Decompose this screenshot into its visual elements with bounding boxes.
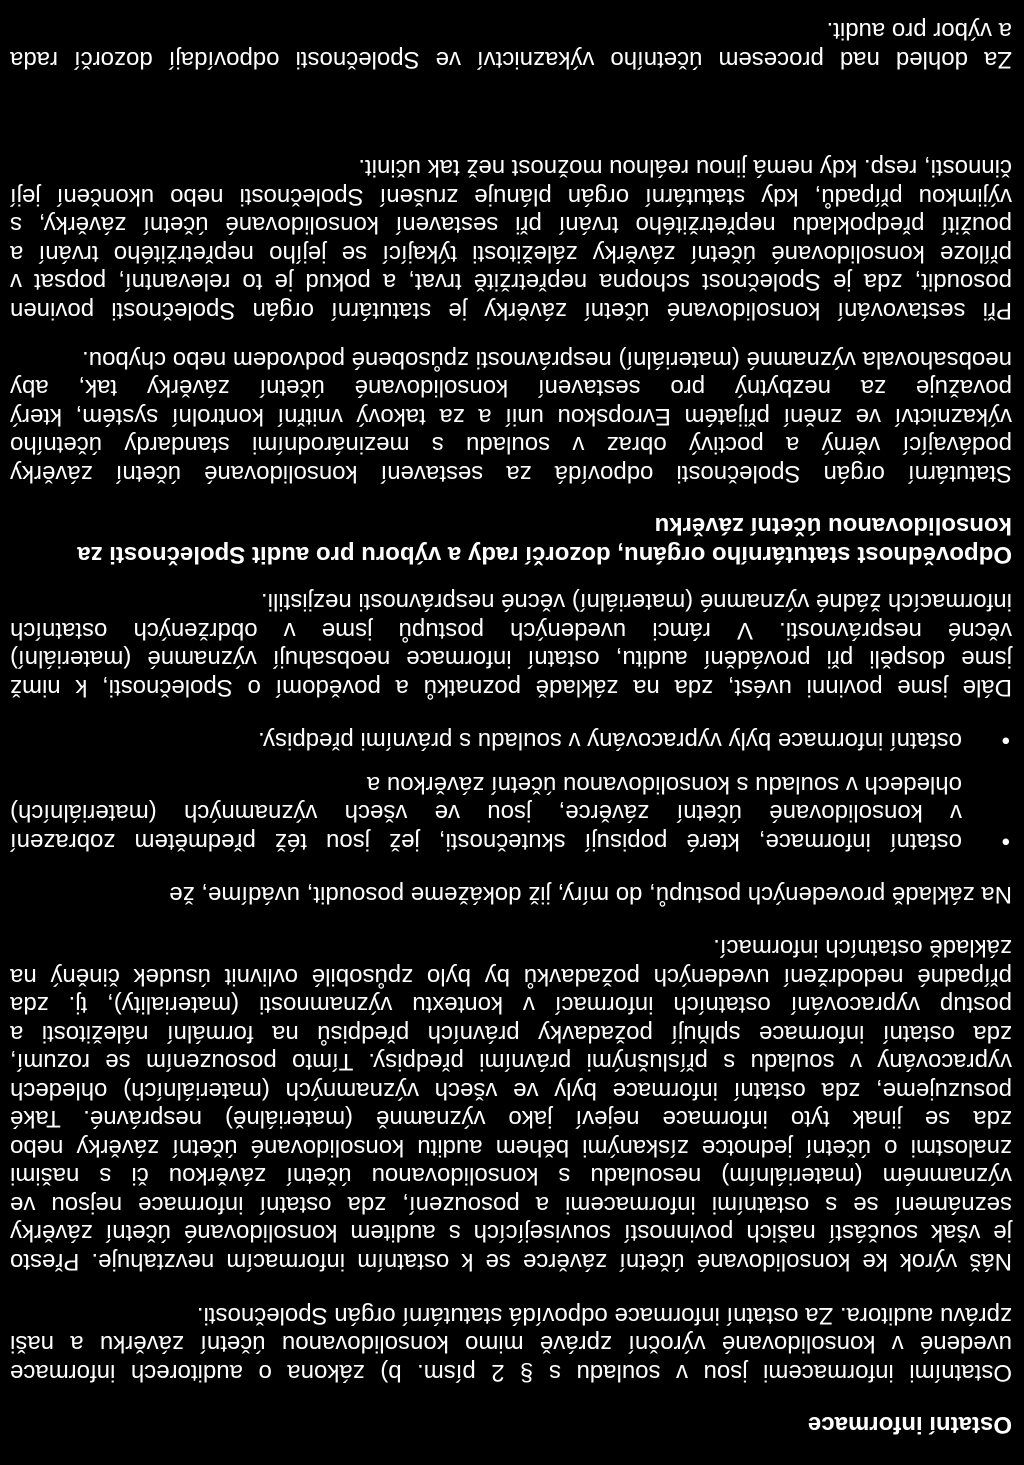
text-line: Náš výrok ke konsolidované účetní závěrce se k ostatním informacím nevztahuje. Přesto — [10, 1248, 1012, 1275]
paragraph-other-information-definition — [10, 1301, 1012, 1387]
text-line: výjimkou případů, kdy statutární orgán plánuje zrušení Společnosti nebo ukončení její — [10, 183, 1012, 210]
text-line: a výbor pro audit. — [826, 17, 1012, 45]
bullet-icon: • — [1001, 828, 1010, 855]
paragraph-going-concern — [10, 153, 1012, 324]
text-line: významném (materiálním) nesouladu s konsolidovanou účetní závěrkou či s našimi — [10, 1162, 1012, 1190]
paragraph-auditor-scope — [10, 933, 1012, 1275]
text-line: zda se jinak tyto informace nejeví jako významně (materiálně) nesprávné. Také — [10, 1105, 1012, 1133]
text-line: zprávu auditora. Za ostatní informace odpovídá statutární orgán Společnosti. — [196, 1302, 1012, 1329]
text-line: Na základě provedených postupů, do míry, již dokážeme posoudit, uvádíme, že — [169, 881, 1012, 908]
text-line: v konsolidované účetní závěrce, jsou ve všech významných (materiálních) — [10, 799, 962, 827]
text-line: podávající věrný a poctivý obraz v souladu s mezinárodními standardy účetního — [10, 431, 1012, 459]
section-heading-other-information: Ostatní informace — [807, 1411, 1012, 1438]
paragraph-oversight — [10, 16, 1012, 73]
text-line: základě ostatních informací. — [713, 934, 1012, 962]
list-item — [10, 770, 1012, 856]
text-line: Ostatními informacemi jsou v souladu s § 2 písm. b) zákona o auditorech informace — [10, 1359, 1012, 1386]
text-line: je však součástí našich povinností souvisejících s auditem konsolidované účetní závěrky — [10, 1219, 1012, 1247]
text-line: Při sestavování konsolidované účetní závěrky je statutární orgán Společnosti povinen — [10, 297, 1012, 324]
text-line: zda ostatní informace splňují požadavky právních předpisů na formální náležitosti a — [10, 1020, 1012, 1047]
text-line: ostatní informace byly vypracovány v souladu s právními předpisy. — [258, 727, 962, 754]
text-line: znalostmi o účetní jednotce získanými během auditu konsolidované účetní závěrky nebo — [10, 1134, 1012, 1161]
list-item — [10, 726, 1012, 755]
text-line: informacích žádné významné (materiální) věcné nesprávnosti nezjistili. — [261, 588, 1012, 616]
section-heading-responsibility — [10, 511, 1012, 568]
text-line: ostatní informace, které popisují skutečnosti, jež jsou též předmětem zobrazení — [10, 828, 962, 855]
heading-line: Odpovědnost statutárního orgánu, dozorčí rady a výboru pro audit Společnosti za — [77, 541, 1012, 568]
paragraph-procedures-statement — [10, 880, 1012, 909]
text-line: vypracovány v souladu s příslušnými právními předpisy. Tímto posouzením se rozumí, — [10, 1048, 1012, 1076]
text-line: případné nedodržení uvedených požadavků by bylo způsobilé ovlivnit úsudek činěný na — [10, 963, 1012, 990]
text-line: ohledech v souladu s konsolidovanou účetní závěrkou a — [366, 771, 962, 798]
text-line: seznámení se s ostatními informacemi a posouzení, zda ostatní informace nejsou ve — [10, 1191, 1012, 1218]
text-line: věcné nesprávnosti. V rámci uvedených postupů jsme v obdržených ostatních — [10, 617, 1012, 644]
text-line: považuje za nezbytný pro sestavení konsolidované účetní závěrky tak, aby — [10, 374, 1012, 402]
paragraph-statutory-body — [10, 345, 1012, 488]
text-line: použití předpokladu nepřetržitého trvání při sestavení konsolidované účetní závěrky, s — [10, 211, 1012, 239]
text-line: Dále jsme povinni uvést, zda na základě poznatků a povědomí o Společnosti, k nimž — [10, 674, 1012, 701]
text-line: uvedené v konsolidované výroční zprávě mimo konsolidovanou účetní závěrku a naši — [10, 1330, 1012, 1358]
text-line: příloze konsolidované účetní závěrky záležitosti týkající se jejího nepřetržitého trvání a — [10, 240, 1012, 267]
text-line: jsme dospěli při provádění auditu, ostatní informace neobsahují významné (materiální) — [10, 645, 1012, 673]
heading-line: konsolidovanou účetní závěrku — [654, 512, 1012, 540]
text-line: Za dohled nad procesem účetního výkaznictví ve Společnosti odpovídají dozorčí rada — [10, 46, 1012, 73]
text-line: postup vypracování ostatních informací v kontextu významnosti (materiality), tj. zda — [10, 991, 1012, 1019]
text-line: posuzujeme, zda ostatní informace byly ve všech významných (materiálních) ohledech — [10, 1077, 1012, 1104]
paragraph-material-misstatement — [10, 587, 1012, 701]
text-line: činnosti, resp. kdy nemá jinou reálnou možnost než tak učinit. — [358, 154, 1012, 182]
text-line: posoudit, zda je Společnost schopna nepřetržitě trvat, a pokud je to relevantní, popsat v — [10, 268, 1012, 296]
text-line: neobsahovala významné (materiální) nesprávnosti způsobené podvodem nebo chybou. — [82, 346, 1012, 373]
text-line: Statutární orgán Společnosti odpovídá za sestavení konsolidované účetní závěrky — [10, 460, 1012, 487]
bullet-icon: • — [1001, 727, 1010, 754]
text-line: výkaznictví ve znění přijatém Evropskou unií a za takový vnitřní kontrolní systém, který — [10, 403, 1012, 430]
